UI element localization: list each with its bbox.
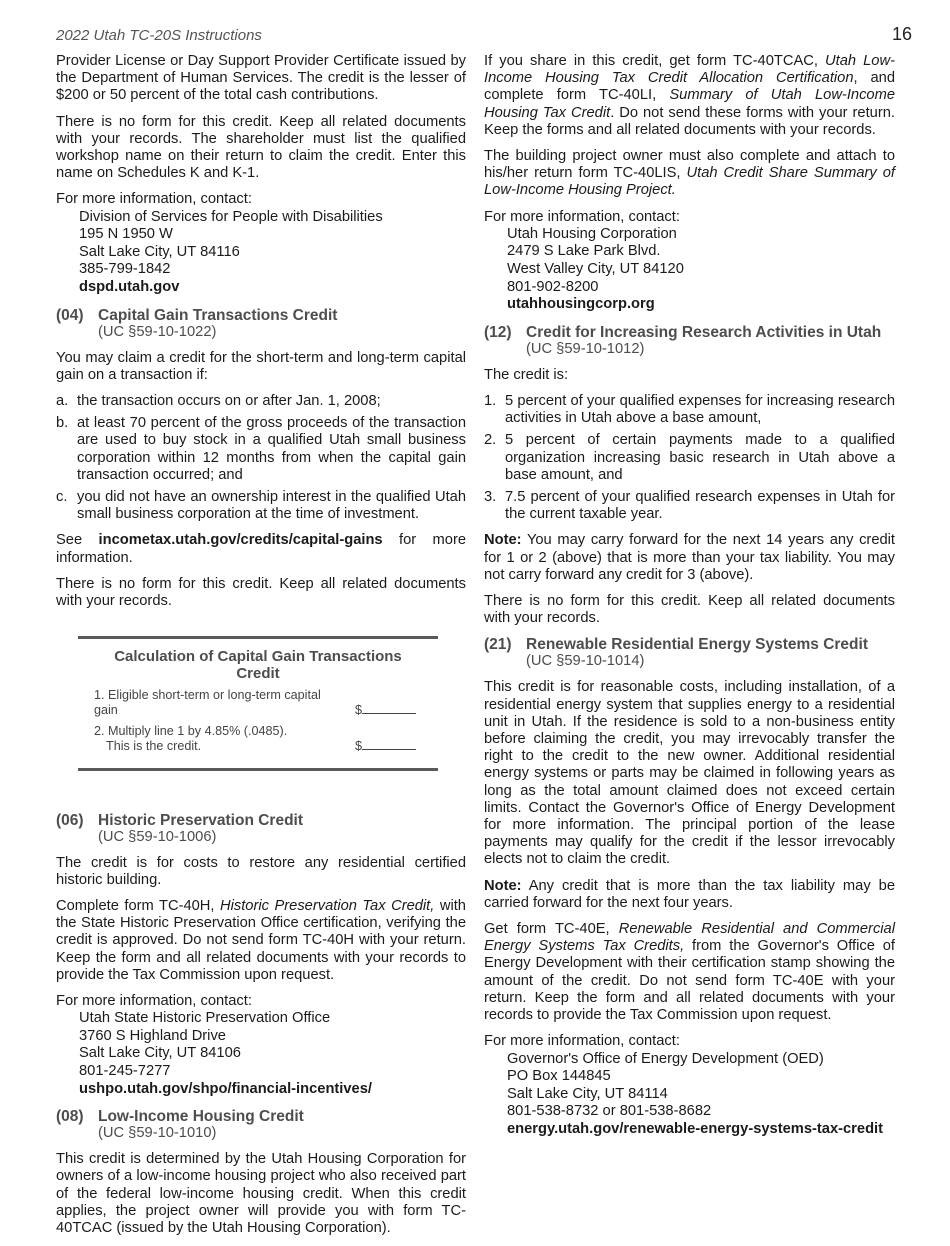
left-column (56, 53, 466, 1246)
contact-address (507, 226, 895, 314)
contact-website: ushpo.utah.gov/shpo/financial-incentives/ (79, 1080, 372, 1097)
paragraph: The credit is: (484, 366, 569, 383)
address-line: Utah Housing Corporation (507, 225, 677, 242)
address-line: Division of Services for People with Disabilities (79, 208, 383, 225)
section-number: (08) (56, 1108, 84, 1126)
address-line: 801-245-7277 (79, 1063, 171, 1080)
address-line: 195 N 1950 W (79, 226, 173, 243)
paragraph: Provider License or Day Support Provider Certificate issued by the Department of Human Services. The credit is the lesser of $200 or 50 percent of the total cash contributions. (56, 53, 466, 104)
paragraph: There is no form for this credit. Keep all related documents with your records. (484, 593, 895, 627)
paragraph: Get form TC-40E, Renewable Residential and Commercial Energy Systems Tax Credits, from the Governor's Office of Energy Development with their certification stamp showing the amount of the credit. Do not send form TC-40E with your return. Keep the form and all related documents with your records to provide the Tax Commission upon request. (484, 921, 895, 1024)
section-title: Capital Gain Transactions Credit (98, 306, 338, 324)
paragraph: See incometax.utah.gov/credits/capital-gains for more information. (56, 532, 467, 566)
section-reference: (UC §59-10-1012) (526, 340, 645, 357)
list-item (56, 393, 466, 410)
address-line: Salt Lake City, UT 84116 (79, 243, 240, 260)
paragraph: Complete form TC-40H, Historic Preservation Tax Credit, with the State Historic Preservation Office certification, verifying the credit is approved. Do not send form TC-40H with your return. Keep the form and all related documents with your records to provide the Tax Commission upon request. (56, 898, 466, 983)
address-line: 801-902-8200 (507, 278, 599, 295)
address-line: 385-799-1842 (79, 261, 171, 278)
worksheet-line-2 (94, 724, 422, 754)
note-paragraph: Note: You may carry forward for the next 14 years any credit for 1 or 2 (above) that is more than your tax liability. You may not carry forward any credit for 3 (above). (484, 532, 895, 583)
address-line: Salt Lake City, UT 84114 (507, 1085, 668, 1102)
address-line: Governor's Office of Energy Development (OED) (507, 1050, 824, 1067)
note-paragraph: Note: Any credit that is more than the tax liability may be carried forward for the next four years. (484, 877, 895, 911)
contact-website: energy.utah.gov/renewable-energy-systems-tax-credit (507, 1120, 884, 1137)
section-reference: (UC §59-10-1006) (98, 828, 217, 845)
list-item (56, 415, 466, 484)
list-item (484, 432, 895, 484)
list-item (56, 489, 466, 523)
worksheet-line-1 (94, 688, 422, 718)
list-marker: 1. (484, 393, 497, 409)
capital-gains-link[interactable]: incometax.utah.gov/credits/capital-gains (98, 532, 383, 549)
paragraph: This credit is for reasonable costs, including installation, of a residential energy system that supplies energy to a residential unit in Utah. If the residence is sold to a non-business entity before claiming the credit, you may irrevocably transfer the right to the credit to the new owner. Additional residential energy systems or parts may be claimed in following years as long as the total amount claimed does not exceed certain limits. Contact the Governor's Office of Energy Development for more information. The principal portion of the lease payments may qualify for the credit if the lessor irrevocably elects not to claim the credit. (484, 679, 895, 868)
calculation-worksheet (78, 636, 438, 770)
address-line: West Valley City, UT 84120 (507, 261, 684, 278)
section-heading-21 (484, 636, 895, 670)
paragraph: If you share in this credit, get form TC-40TCAC, Utah Low-Income Housing Tax Credit Allocation Certification, and complete form TC-40LI, Summary of Utah Low-Income Housing Tax Credit. Do not send these forms with your return. Keep the forms and all related documents with your records. (484, 53, 895, 138)
list-text: you did not have an ownership interest in the qualified Utah small business corporation at the time of investment. (77, 489, 466, 523)
paragraph: The building project owner must also complete and attach to his/her return form TC-40LIS, Utah Credit Share Summary of Low-Income Housing Project. (484, 148, 895, 199)
list-text: 5 percent of your qualified expenses for increasing research activities in Utah above a base amount, (505, 393, 895, 427)
worksheet-line-label: This is the credit. (106, 738, 202, 753)
contact-address (507, 1051, 895, 1139)
worksheet-line-label: 1. Eligible short-term or long-term capital gain (94, 687, 321, 717)
contact-label: For more information, contact: (484, 1033, 680, 1050)
paragraph: This credit is determined by the Utah Housing Corporation for owners of a low-income housing project who also received part of the federal low-income housing credit. When this credit applies, the project owner will provide you with form TC-40TCAC (issued by the Utah Housing Corporation). (56, 1151, 466, 1237)
section-heading-08 (56, 1108, 466, 1142)
document-title: 2022 Utah TC-20S Instructions (56, 27, 262, 44)
contact-website: utahhousingcorp.org (507, 296, 655, 313)
section-reference: (UC §59-10-1010) (98, 1125, 217, 1142)
worksheet-title: Calculation of Capital Gain Transactions Credit (114, 648, 402, 683)
section-number: (04) (56, 306, 84, 324)
address-line: 801-538-8732 or 801-538-8682 (507, 1103, 712, 1120)
address-line: Utah State Historic Preservation Office (79, 1010, 331, 1027)
credit-list (484, 393, 895, 523)
list-marker: a. (56, 393, 69, 409)
section-heading-06 (56, 812, 466, 846)
list-marker: b. (56, 415, 69, 432)
section-title: Historic Preservation Credit (98, 811, 304, 829)
list-item (484, 393, 895, 427)
section-title: Low-Income Housing Credit (98, 1108, 304, 1126)
section-heading-12 (484, 324, 895, 358)
amount-field[interactable]: $ (355, 739, 416, 754)
section-heading-04 (56, 307, 466, 341)
worksheet-line-label: 2. Multiply line 1 by 4.85% (.0485). (94, 723, 288, 738)
contact-label: For more information, contact: (56, 993, 252, 1010)
list-marker: c. (56, 489, 68, 506)
list-item (484, 489, 895, 523)
section-number: (06) (56, 811, 84, 829)
list-text: 7.5 percent of your qualified research expenses in Utah for the current taxable year. (505, 489, 895, 523)
address-line: Salt Lake City, UT 84106 (79, 1045, 241, 1062)
contact-label: For more information, contact: (56, 191, 252, 208)
section-number: (12) (484, 323, 512, 341)
paragraph: The credit is for costs to restore any residential certified historic building. (56, 854, 466, 888)
contact-label: For more information, contact: (484, 208, 680, 225)
contact-address (79, 1010, 466, 1098)
address-line: 2479 S Lake Park Blvd. (507, 243, 661, 260)
contact-address (79, 209, 466, 297)
list-marker: 2. (484, 432, 497, 449)
amount-field[interactable]: $ (355, 703, 416, 718)
section-reference: (UC §59-10-1014) (526, 653, 645, 670)
address-line: PO Box 144845 (507, 1068, 611, 1085)
page-number: 16 (891, 24, 912, 44)
section-number: (21) (484, 636, 512, 654)
paragraph: There is no form for this credit. Keep all related documents with your records. The shareholder must list the qualified workshop name on their return to claim the credit. Enter this name on Schedules K and K-1. (56, 113, 466, 182)
address-line: 3760 S Highland Drive (79, 1027, 226, 1044)
list-text: 5 percent of certain payments made to a qualified organization increasing basic research in Utah above a base amount, and (505, 432, 895, 483)
section-title: Credit for Increasing Research Activities in Utah (526, 323, 882, 341)
list-text: the transaction occurs on or after Jan. 1, 2008; (77, 393, 381, 409)
right-column (484, 53, 895, 1148)
section-reference: (UC §59-10-1022) (98, 323, 217, 340)
paragraph: You may claim a credit for the short-term and long-term capital gain on a transaction if: (56, 349, 466, 383)
section-title: Renewable Residential Energy Systems Credit (526, 636, 868, 654)
contact-website: dspd.utah.gov (79, 279, 180, 295)
list-marker: 3. (484, 489, 497, 506)
paragraph: There is no form for this credit. Keep all related documents with your records. (56, 575, 466, 610)
list-text: at least 70 percent of the gross proceeds of the transaction are used to buy stock in a qualified Utah small business corporation within 12 months from when the capital gain transaction occurred; and (77, 415, 466, 483)
condition-list (56, 393, 466, 523)
